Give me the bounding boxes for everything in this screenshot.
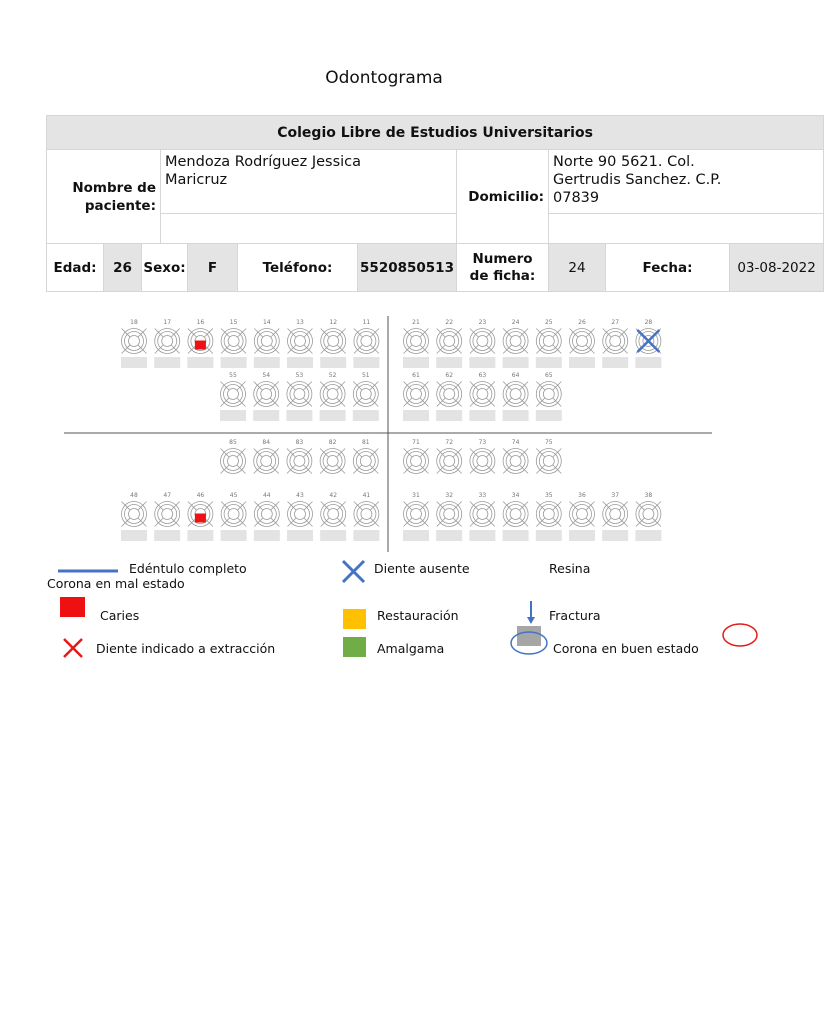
- tooth-annotation-box[interactable]: [469, 357, 495, 368]
- tooth-number: 48: [130, 492, 138, 499]
- tooth-number: 61: [412, 372, 420, 379]
- tooth-center: [510, 336, 521, 347]
- tooth-annotation-box[interactable]: [154, 530, 180, 541]
- tooth-annotation-box[interactable]: [254, 530, 280, 541]
- legend-caries: Caries: [100, 608, 140, 623]
- tooth-center: [261, 389, 272, 400]
- patient-name-value: Mendoza Rodríguez Jessica Maricruz: [161, 150, 457, 214]
- tooth-number: 85: [229, 439, 237, 446]
- tooth-number: 64: [511, 372, 520, 379]
- tooth-annotation-box[interactable]: [403, 357, 429, 368]
- tooth-center: [360, 389, 371, 400]
- tooth-81[interactable]: [353, 439, 378, 474]
- tooth-48[interactable]: [121, 492, 147, 541]
- patient-name-label: Nombre de paciente:: [47, 150, 161, 244]
- tooth-center: [129, 509, 140, 520]
- tooth-annotation-box[interactable]: [469, 530, 495, 541]
- tooth-center: [327, 456, 338, 467]
- tooth-center: [261, 456, 272, 467]
- tooth-31[interactable]: [403, 492, 429, 541]
- institution-name: Colegio Libre de Estudios Universitarios: [47, 116, 824, 150]
- tooth-number: 46: [196, 492, 205, 499]
- tooth-center: [543, 509, 554, 520]
- tooth-number: 65: [544, 372, 553, 379]
- tooth-74[interactable]: [503, 439, 528, 474]
- tooth-number: 36: [578, 492, 586, 499]
- tooth-center: [577, 336, 588, 347]
- tooth-annotation-box[interactable]: [253, 410, 279, 421]
- tooth-center: [228, 456, 239, 467]
- tooth-annotation-box[interactable]: [187, 357, 213, 368]
- tooth-center: [577, 509, 588, 520]
- phone-value: 5520850513: [358, 244, 457, 292]
- bad-crown-ellipse-icon: [723, 624, 757, 646]
- tooth-number: 47: [163, 492, 172, 499]
- tooth-annotation-box[interactable]: [403, 530, 429, 541]
- restoration-swatch-icon: [343, 609, 366, 629]
- tooth-21[interactable]: [403, 319, 429, 368]
- tooth-annotation-box[interactable]: [353, 357, 379, 368]
- absent-tooth-x-icon: [343, 561, 364, 582]
- tooth-center: [610, 336, 621, 347]
- tooth-12[interactable]: [320, 319, 346, 368]
- tooth-53[interactable]: [286, 372, 312, 421]
- tooth-annotation-box[interactable]: [569, 530, 595, 541]
- tooth-46[interactable]: [187, 492, 213, 541]
- tooth-center: [228, 389, 239, 400]
- tooth-55[interactable]: [220, 372, 246, 421]
- tooth-center: [129, 336, 140, 347]
- tooth-22[interactable]: [436, 319, 462, 368]
- tooth-number: 43: [296, 492, 304, 499]
- tooth-number: 11: [362, 319, 371, 326]
- caries-swatch-icon: [60, 597, 85, 617]
- tooth-center: [294, 389, 305, 400]
- sex-value: F: [188, 244, 238, 292]
- tooth-center: [543, 389, 554, 400]
- tooth-14[interactable]: [254, 319, 280, 368]
- tooth-number: 63: [478, 372, 487, 379]
- tooth-62[interactable]: [436, 372, 462, 421]
- tooth-65[interactable]: [536, 372, 562, 421]
- tooth-45[interactable]: [221, 492, 247, 541]
- tooth-52[interactable]: [320, 372, 346, 421]
- tooth-34[interactable]: [503, 492, 529, 541]
- tooth-annotation-box[interactable]: [602, 357, 628, 368]
- tooth-center: [228, 336, 239, 347]
- tooth-number: 27: [611, 319, 620, 326]
- tooth-number: 82: [328, 439, 337, 446]
- file-number-label: Numero de ficha:: [457, 244, 549, 292]
- tooth-annotation-box[interactable]: [221, 357, 247, 368]
- age-value: 26: [104, 244, 142, 292]
- fracture-arrow-icon: [527, 601, 535, 624]
- tooth-center: [444, 336, 455, 347]
- tooth-42[interactable]: [320, 492, 346, 541]
- tooth-number: 22: [445, 319, 454, 326]
- tooth-annotation-box[interactable]: [121, 530, 147, 541]
- tooth-number: 38: [644, 492, 653, 499]
- tooth-number: 52: [328, 372, 337, 379]
- tooth-number: 25: [544, 319, 553, 326]
- tooth-center: [328, 336, 339, 347]
- tooth-annotation-box[interactable]: [353, 410, 379, 421]
- tooth-center: [328, 509, 339, 520]
- tooth-number: 28: [644, 319, 653, 326]
- tooth-annotation-box[interactable]: [121, 357, 147, 368]
- tooth-annotation-box[interactable]: [320, 357, 346, 368]
- tooth-annotation-box[interactable]: [569, 357, 595, 368]
- tooth-annotation-box[interactable]: [254, 357, 280, 368]
- tooth-13[interactable]: [287, 319, 313, 368]
- date-value: 03-08-2022: [730, 244, 824, 292]
- tooth-number: 23: [478, 319, 487, 326]
- tooth-annotation-box[interactable]: [320, 410, 346, 421]
- tooth-annotation-box[interactable]: [635, 357, 661, 368]
- phone-label: Teléfono:: [238, 244, 358, 292]
- tooth-center: [444, 389, 455, 400]
- tooth-annotation-box[interactable]: [286, 410, 312, 421]
- legend-amalgam: Amalgama: [377, 641, 445, 656]
- tooth-number: 15: [229, 319, 238, 326]
- tooth-annotation-box[interactable]: [287, 357, 313, 368]
- tooth-center: [162, 509, 173, 520]
- tooth-33[interactable]: [469, 492, 495, 541]
- tooth-number: 53: [295, 372, 304, 379]
- tooth-number: 21: [412, 319, 420, 326]
- tooth-number: 81: [361, 439, 370, 446]
- tooth-center: [361, 509, 372, 520]
- tooth-61[interactable]: [403, 372, 429, 421]
- address-label: Domicilio:: [457, 150, 549, 244]
- amalgam-swatch-icon: [343, 637, 366, 657]
- tooth-17[interactable]: [154, 319, 180, 368]
- legend-restoration: Restauración: [377, 608, 459, 623]
- fracture-box-icon: [517, 626, 541, 646]
- tooth-51[interactable]: [353, 372, 379, 421]
- tooth-center: [477, 336, 488, 347]
- tooth-center: [543, 336, 554, 347]
- tooth-annotation-box[interactable]: [602, 530, 628, 541]
- tooth-annotation-box[interactable]: [436, 530, 462, 541]
- tooth-44[interactable]: [254, 492, 280, 541]
- legend-resin: Resina: [549, 561, 591, 576]
- tooth-number: 55: [229, 372, 237, 379]
- tooth-annotation-box[interactable]: [436, 357, 462, 368]
- tooth-number: 37: [611, 492, 620, 499]
- tooth-number: 18: [130, 319, 138, 326]
- tooth-47[interactable]: [154, 492, 180, 541]
- tooth-center: [327, 389, 338, 400]
- tooth-number: 74: [511, 439, 520, 446]
- tooth-number: 42: [329, 492, 338, 499]
- tooth-annotation-box[interactable]: [536, 357, 562, 368]
- caries-mark: [195, 514, 206, 523]
- tooth-18[interactable]: [121, 319, 147, 368]
- tooth-center: [477, 389, 488, 400]
- tooth-annotation-box[interactable]: [536, 410, 562, 421]
- tooth-annotation-box[interactable]: [353, 530, 379, 541]
- tooth-number: 12: [329, 319, 338, 326]
- tooth-84[interactable]: [254, 439, 279, 474]
- tooth-number: 16: [196, 319, 205, 326]
- tooth-54[interactable]: [253, 372, 279, 421]
- file-number-value: 24: [549, 244, 606, 292]
- tooth-73[interactable]: [470, 439, 495, 474]
- address-value: Norte 90 5621. Col. Gertrudis Sanchez. C.P. 07839: [549, 150, 824, 214]
- tooth-center: [261, 336, 272, 347]
- tooth-16[interactable]: [187, 319, 213, 368]
- tooth-63[interactable]: [469, 372, 495, 421]
- tooth-number: 73: [478, 439, 487, 446]
- tooth-center: [294, 456, 305, 467]
- tooth-annotation-box[interactable]: [220, 410, 246, 421]
- legend-edentulous: Edéntulo completo: [129, 561, 247, 576]
- tooth-number: 71: [412, 439, 420, 446]
- tooth-center: [411, 509, 422, 520]
- tooth-annotation-box[interactable]: [503, 410, 529, 421]
- tooth-37[interactable]: [602, 492, 628, 541]
- tooth-28[interactable]: [635, 319, 661, 368]
- tooth-annotation-box[interactable]: [187, 530, 213, 541]
- tooth-83[interactable]: [287, 439, 312, 474]
- tooth-annotation-box[interactable]: [436, 410, 462, 421]
- tooth-72[interactable]: [437, 439, 462, 474]
- tooth-center: [411, 336, 422, 347]
- tooth-center: [477, 456, 488, 467]
- tooth-number: 34: [511, 492, 520, 499]
- tooth-75[interactable]: [536, 439, 561, 474]
- tooth-annotation-box[interactable]: [221, 530, 247, 541]
- tooth-center: [360, 456, 371, 467]
- tooth-center: [510, 456, 521, 467]
- legend-fracture: Fractura: [549, 608, 601, 623]
- tooth-82[interactable]: [320, 439, 345, 474]
- tooth-annotation-box[interactable]: [635, 530, 661, 541]
- tooth-number: 75: [544, 439, 553, 446]
- tooth-annotation-box[interactable]: [320, 530, 346, 541]
- tooth-25[interactable]: [536, 319, 562, 368]
- tooth-71[interactable]: [404, 439, 429, 474]
- tooth-center: [261, 509, 272, 520]
- tooth-number: 35: [544, 492, 553, 499]
- tooth-number: 45: [229, 492, 238, 499]
- tooth-number: 84: [262, 439, 271, 446]
- tooth-number: 31: [412, 492, 420, 499]
- tooth-number: 41: [362, 492, 371, 499]
- tooth-annotation-box[interactable]: [154, 357, 180, 368]
- extraction-x-icon: [64, 639, 82, 657]
- tooth-annotation-box[interactable]: [287, 530, 313, 541]
- tooth-27[interactable]: [602, 319, 628, 368]
- tooth-center: [444, 509, 455, 520]
- tooth-center: [162, 336, 173, 347]
- tooth-85[interactable]: [221, 439, 246, 474]
- tooth-35[interactable]: [536, 492, 562, 541]
- caries-mark: [195, 341, 206, 350]
- tooth-number: 24: [511, 319, 520, 326]
- tooth-annotation-box[interactable]: [536, 530, 562, 541]
- tooth-number: 62: [445, 372, 454, 379]
- tooth-24[interactable]: [503, 319, 529, 368]
- tooth-number: 51: [361, 372, 370, 379]
- tooth-number: 32: [445, 492, 454, 499]
- tooth-number: 83: [295, 439, 304, 446]
- tooth-38[interactable]: [635, 492, 661, 541]
- tooth-number: 72: [445, 439, 454, 446]
- page-title: Odontograma: [325, 68, 443, 88]
- tooth-center: [361, 336, 372, 347]
- tooth-number: 17: [163, 319, 172, 326]
- tooth-center: [477, 509, 488, 520]
- tooth-center: [411, 389, 422, 400]
- legend-bad-crown: Corona en mal estado: [47, 576, 185, 591]
- tooth-annotation-box[interactable]: [503, 357, 529, 368]
- tooth-64[interactable]: [503, 372, 529, 421]
- tooth-annotation-box[interactable]: [503, 530, 529, 541]
- tooth-center: [510, 509, 521, 520]
- tooth-center: [510, 389, 521, 400]
- date-label: Fecha:: [606, 244, 730, 292]
- tooth-number: 26: [578, 319, 586, 326]
- legend-absent: Diente ausente: [374, 561, 470, 576]
- sex-label: Sexo:: [142, 244, 188, 292]
- tooth-annotation-box[interactable]: [403, 410, 429, 421]
- tooth-number: 13: [296, 319, 304, 326]
- age-label: Edad:: [47, 244, 104, 292]
- tooth-43[interactable]: [287, 492, 313, 541]
- tooth-41[interactable]: [353, 492, 379, 541]
- legend-good-crown: Corona en buen estado: [553, 641, 699, 656]
- legend-extraction: Diente indicado a extracción: [96, 641, 276, 656]
- tooth-36[interactable]: [569, 492, 595, 541]
- tooth-number: 44: [262, 492, 271, 499]
- tooth-number: 54: [262, 372, 271, 379]
- tooth-center: [444, 456, 455, 467]
- tooth-center: [543, 456, 554, 467]
- tooth-number: 33: [478, 492, 487, 499]
- tooth-number: 14: [262, 319, 271, 326]
- tooth-32[interactable]: [436, 492, 462, 541]
- tooth-center: [643, 509, 654, 520]
- tooth-center: [610, 509, 621, 520]
- tooth-26[interactable]: [569, 319, 595, 368]
- tooth-center: [295, 336, 306, 347]
- tooth-center: [411, 456, 422, 467]
- tooth-center: [228, 509, 239, 520]
- tooth-11[interactable]: [353, 319, 379, 368]
- tooth-23[interactable]: [469, 319, 495, 368]
- tooth-annotation-box[interactable]: [469, 410, 495, 421]
- tooth-center: [295, 509, 306, 520]
- tooth-15[interactable]: [221, 319, 247, 368]
